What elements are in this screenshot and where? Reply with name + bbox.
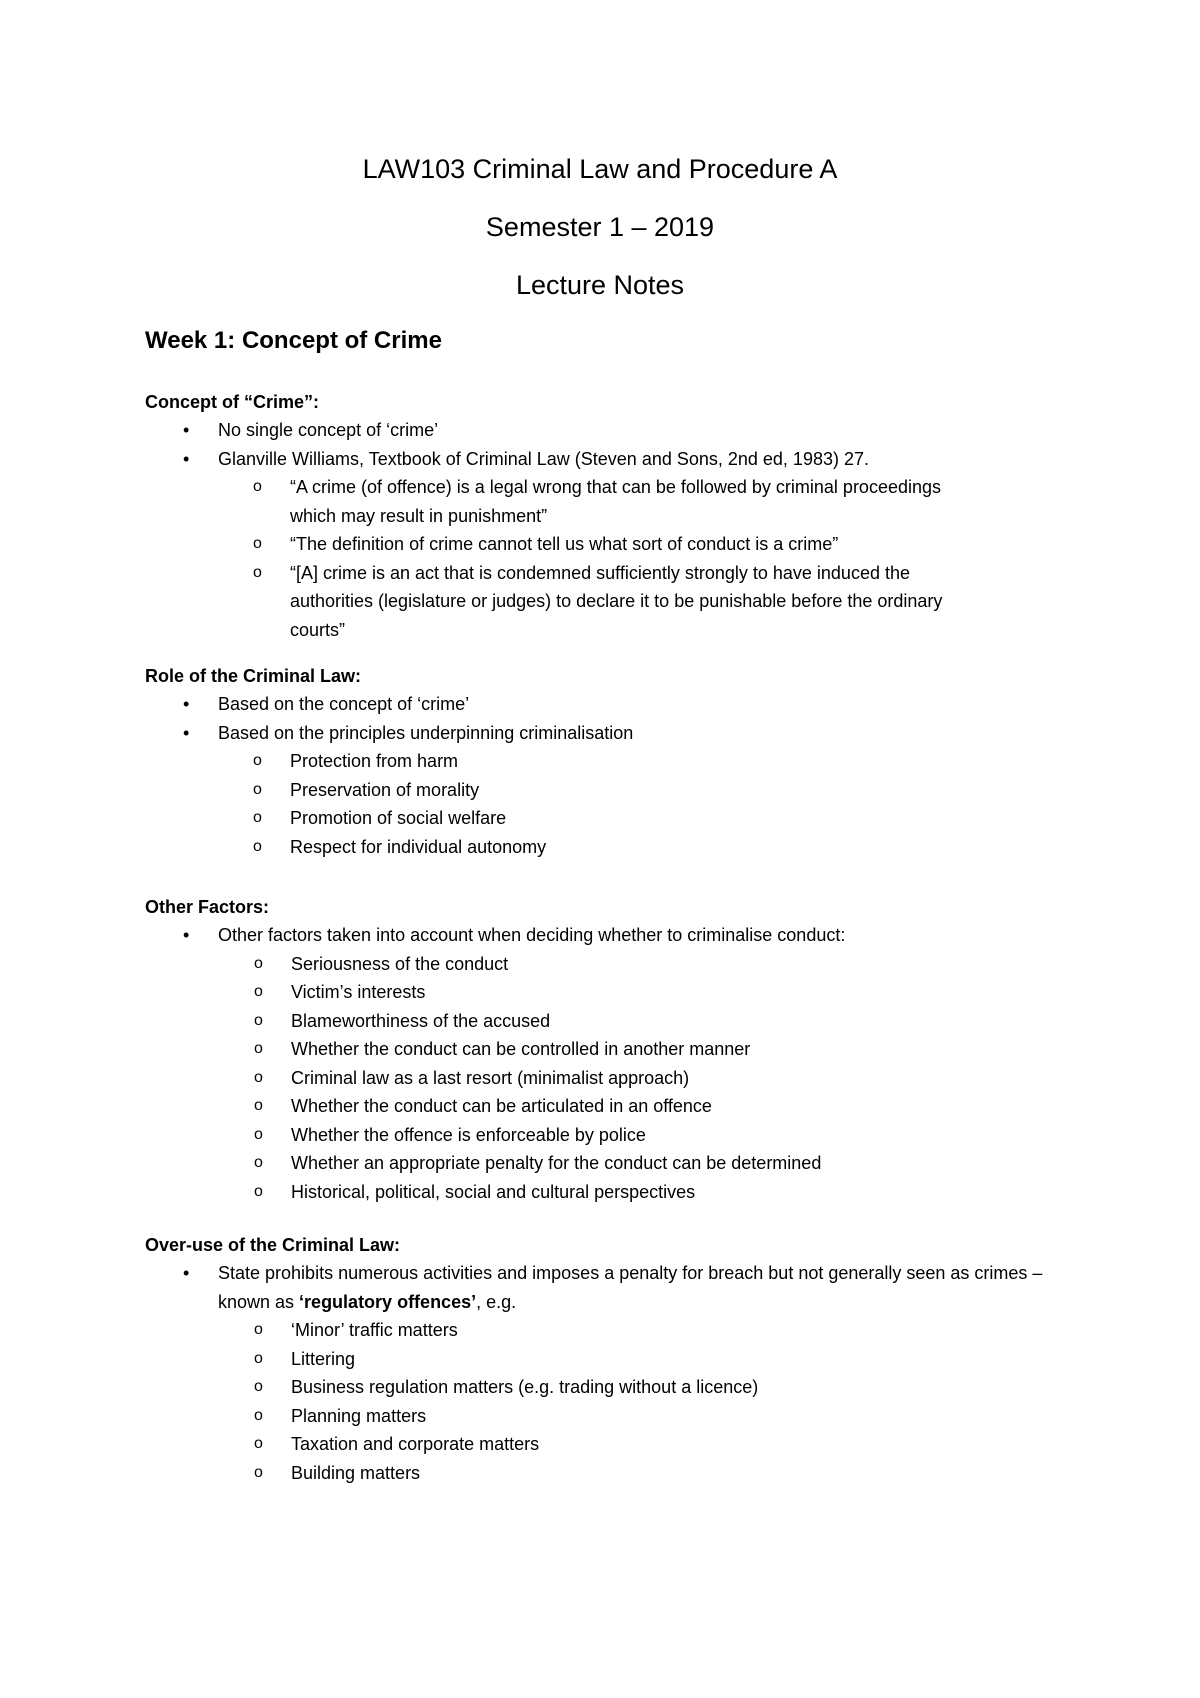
week-heading: Week 1: Concept of Crime <box>145 327 442 354</box>
sub-item-text: “[A] crime is an act that is condemned sufficiently strongly to have induced the authorities (legislature or judges) to declare it to be punishable before the ordinary courts” <box>290 562 943 640</box>
list-item-text: No single concept of ‘crime’ <box>218 420 439 440</box>
sub-list-item <box>218 530 978 559</box>
list-item <box>145 719 1065 748</box>
list-item <box>145 921 1065 950</box>
sub-list-item <box>218 473 978 530</box>
sub-list-item <box>218 1459 1065 1488</box>
sub-item-text: Promotion of social welfare <box>290 808 507 828</box>
sub-list-item <box>218 1035 1065 1064</box>
sub-item-text: “The definition of crime cannot tell us what sort of conduct is a crime” <box>290 534 839 554</box>
sub-list-item <box>218 1316 1065 1345</box>
sub-list-item <box>218 1402 1065 1431</box>
sub-list-item <box>218 1430 1065 1459</box>
sub-marker: o <box>254 1406 263 1424</box>
sub-item-text: Business regulation matters (e.g. trading without a licence) <box>291 1377 759 1397</box>
bullet-list <box>145 1259 1065 1316</box>
sub-list <box>218 1316 1065 1487</box>
sub-list-item <box>218 1064 1065 1093</box>
sub-list-item <box>218 1149 1065 1178</box>
sub-item-text: Respect for individual autonomy <box>290 836 547 857</box>
sub-marker: o <box>253 535 262 552</box>
list-item-text: Other factors taken into account when deciding whether to criminalise conduct: <box>218 925 846 945</box>
sub-marker: o <box>254 1349 263 1367</box>
section-heading: Other Factors: <box>145 897 270 917</box>
lecture-notes-subtitle: Lecture Notes <box>515 270 685 300</box>
sub-item-text: Planning matters <box>291 1405 427 1426</box>
list-item <box>145 416 1065 445</box>
sub-list-item <box>218 1121 1065 1150</box>
sub-marker: o <box>254 1378 263 1395</box>
bullet-list <box>145 690 1065 747</box>
sub-marker: o <box>254 1097 263 1114</box>
sub-item-text: Blameworthiness of the accused <box>291 1010 551 1031</box>
section-role-of-criminal-law <box>145 662 1065 861</box>
bullet-marker: • <box>183 722 190 743</box>
sub-item-text: Victim’s interests <box>291 982 426 1002</box>
list-item <box>145 445 1065 474</box>
sub-item-text: Seriousness of the conduct <box>291 953 509 974</box>
list-item-text: Glanville Williams, Textbook of Criminal Law (Steven and Sons, 2nd ed, 1983) 27. <box>218 448 869 469</box>
list-item-text: Based on the principles underpinning criminalisation <box>218 722 634 743</box>
list-item-text-end: , e.g. <box>476 1291 517 1312</box>
section-heading: Over-use of the Criminal Law: <box>145 1235 401 1255</box>
sub-item-text: Building matters <box>291 1462 421 1483</box>
sub-item-text: Preservation of morality <box>290 779 480 800</box>
sub-marker: o <box>254 1011 263 1029</box>
bullet-marker: • <box>183 925 190 945</box>
list-item-text: State prohibits numerous activities and imposes a penalty for breach but not generally seen as crimes – known as <box>218 1263 1043 1312</box>
sub-marker: o <box>254 1321 263 1338</box>
regulatory-offences-term: ‘regulatory offences’ <box>299 1291 477 1312</box>
sub-list-item <box>218 833 1065 862</box>
sub-item-text: Littering <box>291 1348 356 1369</box>
sub-marker: o <box>254 1125 263 1143</box>
sub-marker: o <box>254 1154 263 1171</box>
sub-marker: o <box>253 752 262 769</box>
bullet-marker: • <box>183 1263 190 1283</box>
semester-line: Semester 1 – 2019 <box>485 212 715 242</box>
bullet-marker: • <box>183 694 190 714</box>
sub-item-text: Whether the conduct can be controlled in another manner <box>291 1039 751 1059</box>
sub-marker: o <box>253 780 262 798</box>
sub-item-text: Historical, political, social and cultural perspectives <box>291 1181 696 1202</box>
sub-marker: o <box>253 837 262 855</box>
sub-marker: o <box>254 1068 263 1086</box>
bullet-list <box>145 416 1065 473</box>
document-title: LAW103 Criminal Law and Procedure A <box>362 154 838 184</box>
sub-marker: o <box>254 954 263 972</box>
section-over-use-of-criminal-law <box>145 1231 1065 1487</box>
sub-marker: o <box>254 1182 263 1200</box>
bullet-marker: • <box>183 420 190 440</box>
sub-item-text: ‘Minor’ traffic matters <box>291 1320 458 1340</box>
sub-item-text: Whether an appropriate penalty for the conduct can be determined <box>291 1153 822 1173</box>
sub-item-text: Whether the conduct can be articulated in an offence <box>291 1096 712 1116</box>
bullet-marker: • <box>183 448 190 469</box>
sub-item-text: “A crime (of offence) is a legal wrong that can be followed by criminal proceedings which may result in punishment” <box>290 477 941 526</box>
sub-marker: o <box>253 478 262 495</box>
sub-list-item <box>218 559 978 645</box>
sub-list-item <box>218 1007 1065 1036</box>
section-concept-of-crime <box>145 388 1065 644</box>
sub-marker: o <box>254 983 263 1000</box>
sub-list-item <box>218 1178 1065 1207</box>
sub-list <box>218 747 1065 861</box>
sub-item-text: Whether the offence is enforceable by police <box>291 1124 646 1145</box>
sub-list <box>218 950 1065 1207</box>
list-item <box>145 690 1065 719</box>
bullet-list <box>145 921 1065 950</box>
section-heading: Concept of “Crime”: <box>145 392 320 412</box>
sub-marker: o <box>254 1435 263 1452</box>
sub-marker: o <box>253 563 262 581</box>
sub-list-item <box>218 950 1065 979</box>
sub-item-text: Taxation and corporate matters <box>291 1434 540 1454</box>
sub-marker: o <box>254 1463 263 1481</box>
section-heading: Role of the Criminal Law: <box>145 666 362 686</box>
sub-list-item <box>218 804 1065 833</box>
list-item <box>145 1259 1068 1316</box>
section-other-factors <box>145 893 1065 1206</box>
sub-marker: o <box>253 809 262 826</box>
sub-item-text: Criminal law as a last resort (minimalist approach) <box>291 1067 690 1088</box>
sub-list-item <box>218 776 1065 805</box>
sub-item-text: Protection from harm <box>290 751 459 771</box>
sub-list-item <box>218 1373 1065 1402</box>
sub-list-item <box>218 747 1065 776</box>
sub-marker: o <box>254 1040 263 1057</box>
sub-list-item <box>218 1092 1065 1121</box>
sub-list-item <box>218 1345 1065 1374</box>
sub-list <box>218 473 978 644</box>
list-item-text: Based on the concept of ‘crime’ <box>218 694 470 714</box>
sub-list-item <box>218 978 1065 1007</box>
